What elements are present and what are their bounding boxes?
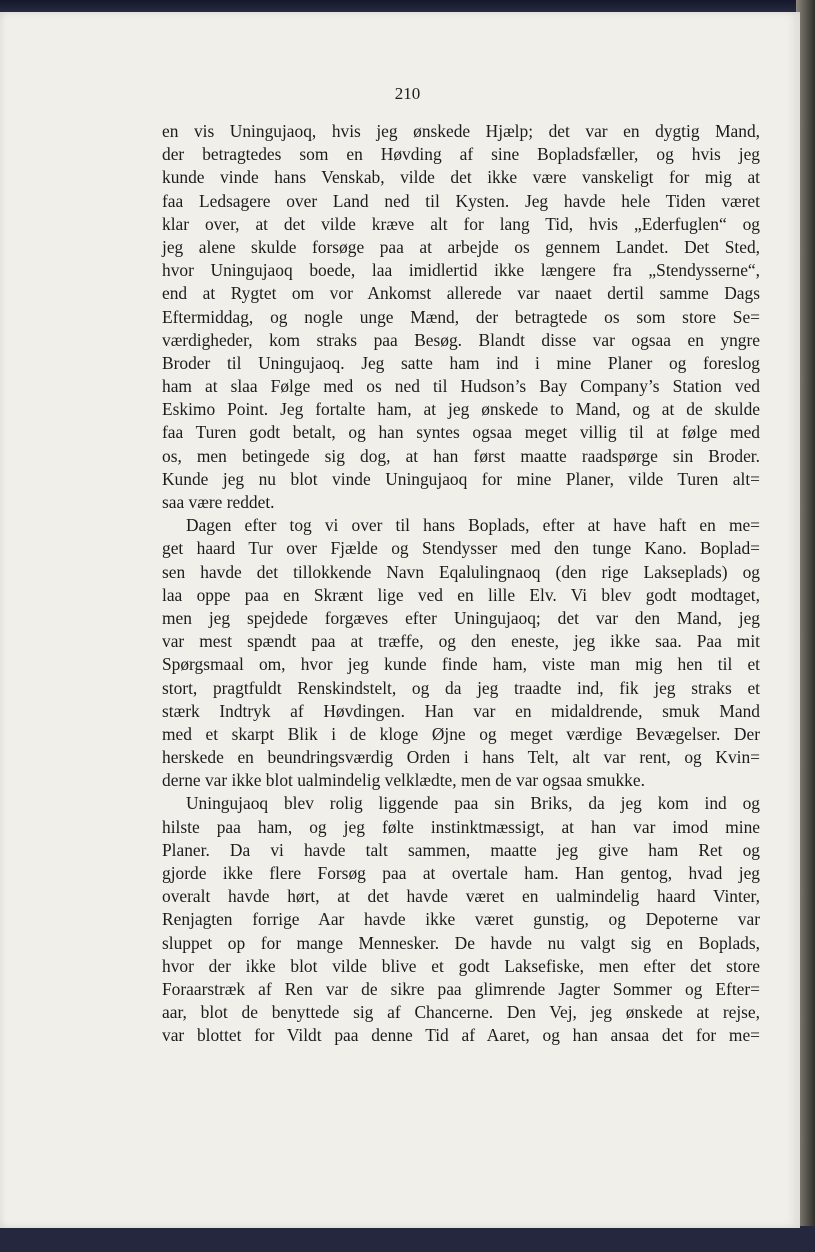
text-line: Planer. Da vi havde talt sammen, maatte jeg give ham Ret og [162, 839, 760, 860]
text-line: jeg alene skulde forsøge paa at arbejde os gennem Landet. Det Sted, [162, 236, 760, 257]
text-line: overalt havde hørt, at det havde været en ualmindelig haard Vinter, [162, 886, 760, 907]
text-line: derne var ikke blot ualmindelig velklædte, men de var ogsaa smukke. [162, 770, 645, 791]
text-line: end at Rygtet om vor Ankomst allerede var naaet dertil samme Dags [162, 283, 760, 304]
body-text [162, 120, 760, 1048]
text-line: stort, pragtfuldt Renskindstelt, og da jeg traadte ind, fik jeg straks et [162, 677, 760, 698]
text-line: Eftermiddag, og nogle unge Mænd, der betragtede os som store Se= [162, 306, 760, 327]
text-line: ham at slaa Følge med os ned til Hudson’s Bay Company’s Station ved [162, 376, 760, 397]
text-line: herskede en beundringsværdig Orden i hans Telt, alt var rent, og Kvin= [162, 747, 760, 768]
text-line: sluppet op for mange Mennesker. De havde nu valgt sig en Boplads, [162, 932, 760, 953]
text-line: kunde vinde hans Venskab, vilde det ikke være vanskeligt for mig at [162, 167, 760, 188]
text-line: der betragtedes som en Høvding af sine Bopladsfæller, og hvis jeg [162, 144, 760, 165]
text-line: saa være reddet. [162, 492, 275, 512]
text-line: klar over, at det vilde kræve alt for lang Tid, hvis „Ederfuglen“ og [162, 213, 760, 234]
text-line: laa oppe paa en Skrænt lige ved en lille Elv. Vi blev godt modtaget, [162, 584, 760, 605]
text-line: hilste paa ham, og jeg følte instinktmæssigt, at han var imod mine [162, 816, 760, 837]
text-line: Kunde jeg nu blot vinde Uningujaoq for mine Planer, vilde Turen alt= [162, 468, 760, 489]
text-line: os, men betingede sig dog, at han først maatte raadspørge sin Broder. [162, 445, 760, 466]
text-line: Uningujaoq blev rolig liggende paa sin Briks, da jeg kom ind og [186, 793, 760, 814]
text-line: værdigheder, kom straks paa Besøg. Blandt disse var ogsaa en yngre [162, 329, 760, 350]
text-line: var mest spændt paa at træffe, og den eneste, jeg ikke saa. Paa mit [162, 631, 760, 652]
text-line: Spørgsmaal om, hvor jeg kunde finde ham, viste man mig hen til et [162, 654, 760, 675]
text-line: aar, blot de benyttede sig af Chancerne. Den Vej, jeg ønskede at rejse, [162, 1002, 760, 1023]
text-line: stærk Indtryk af Høvdingen. Han var en midaldrende, smuk Mand [162, 700, 760, 721]
text-line: faa Turen godt betalt, og han syntes ogsaa meget villig til at følge med [162, 422, 760, 443]
text-line: hvor Uningujaoq boede, laa imidlertid ikke længere fra „Stendysserne“, [162, 260, 760, 281]
text-line: faa Ledsagere over Land ned til Kysten. Jeg havde hele Tiden været [162, 190, 760, 211]
text-line: en vis Uningujaoq, hvis jeg ønskede Hjælp; det var en dygtig Mand, [162, 121, 760, 141]
text-line: Dagen efter tog vi over til hans Boplads, efter at have haft en me= [186, 515, 760, 536]
text-line: get haard Tur over Fjælde og Stendysser med den tunge Kano. Boplad= [162, 538, 760, 559]
text-line: sen havde det tillokkende Navn Eqalulingnaoq (den rige Lakseplads) og [162, 561, 760, 582]
text-line: Foraarstræk af Ren var de sikre paa glimrende Jagter Sommer og Efter= [162, 978, 760, 999]
page-number: 210 [394, 84, 421, 103]
text-line: Eskimo Point. Jeg fortalte ham, at jeg ønskede to Mand, og at de skulde [162, 399, 760, 420]
text-line: hvor der ikke blot vilde blive et godt Laksefiske, men efter det store [162, 955, 760, 976]
scan-border-bottom [0, 1226, 815, 1252]
text-line: Broder til Uningujaoq. Jeg satte ham ind i mine Planer og foreslog [162, 352, 760, 373]
text-line: med et skarpt Blik i de kloge Øjne og meget værdige Bevægelser. Der [162, 723, 760, 744]
text-line: var blottet for Vildt paa denne Tid af Aaret, og han ansaa det for me= [162, 1025, 760, 1046]
text-line: men jeg spejdede forgæves efter Uningujaoq; det var den Mand, jeg [162, 607, 760, 628]
text-line: gjorde ikke flere Forsøg paa at overtale ham. Han gentog, hvad jeg [162, 863, 760, 883]
text-line: Renjagten forrige Aar havde ikke været gunstig, og Depoterne var [162, 909, 760, 930]
